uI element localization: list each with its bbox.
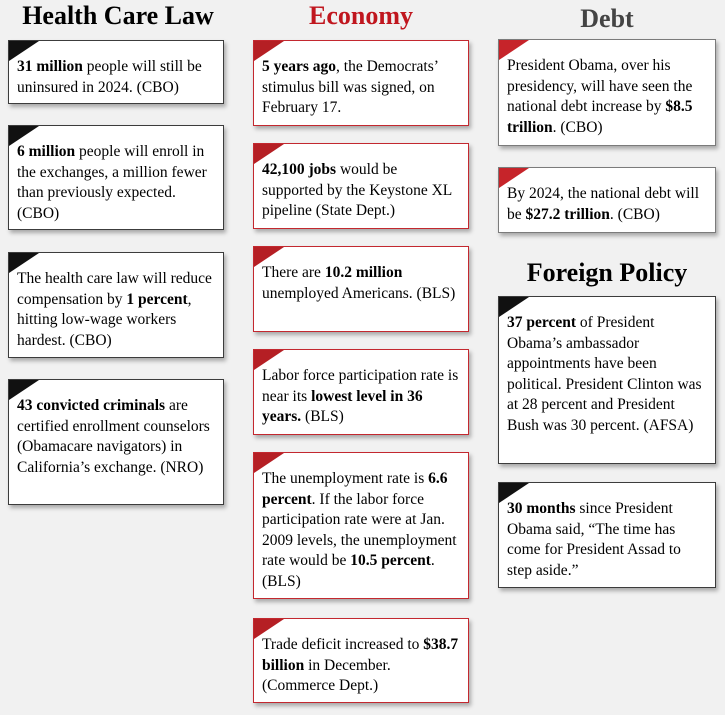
health-card-enroll [8,125,224,230]
corner-flag-icon [9,253,39,273]
card-highlight: $38.7 billion [262,636,459,674]
economy-card-unemployment-rate [253,452,469,599]
health-card-compensation [8,252,224,358]
economy-card-participation [253,349,469,435]
card-text: The unemployment rate is [262,470,429,487]
card-text: since President Obama said, “The time has come for President Assad to step aside.” [507,500,681,579]
corner-flag-icon [499,168,529,188]
corner-flag-icon [9,126,39,146]
card-highlight: 30 months [507,500,576,517]
corner-flag-icon [499,483,529,503]
card-text: are certified enrollment counselors (Obamacare navigators) in California’s exchange. (NRO) [17,397,210,476]
card-highlight: 5 years ago [262,58,337,75]
card-text: . If the labor force participation rate were at Jan. 2009 levels, the unemployment rate would be [262,490,457,569]
health-card-criminals [8,379,224,505]
corner-flag-icon [499,297,529,317]
debt-card-2024 [498,167,716,233]
card-text: . (BLS) [262,552,435,590]
card-text: , the Democrats’ stimulus bill was signed, on February 17. [262,58,438,116]
economy-title: Economy [309,1,413,30]
card-highlight: $8.5 trillion [507,98,693,136]
card-highlight: 43 convicted criminals [17,397,166,414]
foreign-card-ambassadors [498,296,716,464]
card-text: There are [262,264,325,281]
health-care-law-title: Health Care Law [22,1,214,30]
card-text: of President Obama’s ambassador appointments have been political. President Clinton was at 28 percent and President Bush was 30 percent. (AFSA) [507,314,702,434]
economy-card-stimulus [253,40,469,126]
corner-flag-icon [254,619,284,639]
foreign-card-assad [498,482,716,588]
card-text: people will still be uninsured in 2024. (CBO) [17,58,202,96]
debt-title: Debt [580,4,634,33]
card-text: (BLS) [301,408,344,425]
card-highlight: 6.6 percent [262,470,448,508]
card-highlight: 42,100 jobs [262,161,337,178]
debt-card-increase [498,39,716,146]
card-highlight: $27.2 trillion [525,205,610,223]
corner-flag-icon [254,144,284,164]
card-text: Labor force participation rate is near its [262,367,459,405]
card-text: By 2024, the national debt will be [507,185,700,223]
health-card-uninsured [8,40,224,104]
card-highlight: 10.2 million [324,264,403,281]
card-text: . (CBO) [552,118,603,136]
card-highlight: lowest level in 36 years. [262,387,423,425]
card-text: . (CBO) [609,205,660,223]
card-text: , hitting low-wage workers hardest. (CBO) [17,290,192,349]
economy-card-unemployed [253,246,469,332]
card-text: unemployed Americans. (BLS) [262,284,456,302]
economy-card-keystone [253,143,469,229]
corner-flag-icon [499,40,529,60]
card-text: The health care law will reduce compensation by [17,270,212,308]
corner-flag-icon [9,41,39,61]
card-highlight: 37 percent [507,314,577,331]
corner-flag-icon [254,350,284,370]
corner-flag-icon [254,247,284,267]
card-text: would be supported by the Keystone XL pipeline (State Dept.) [262,161,452,219]
corner-flag-icon [254,41,284,61]
card-highlight: 1 percent [126,290,188,308]
card-text: Trade deficit increased to [262,636,424,653]
corner-flag-icon [9,380,39,400]
card-highlight: 31 million [17,58,83,75]
card-text: in December. (Commerce Dept.) [262,656,391,694]
card-highlight: 10.5 percent [350,552,431,569]
economy-card-trade-deficit [253,618,469,703]
card-text: people will enroll in the exchanges, a million fewer than previously expected. (CBO) [17,143,207,222]
card-highlight: 6 million [17,143,76,160]
card-text: President Obama, over his presidency, will have seen the national debt increase by [507,57,693,115]
corner-flag-icon [254,453,284,473]
foreign-policy-title: Foreign Policy [526,258,688,287]
